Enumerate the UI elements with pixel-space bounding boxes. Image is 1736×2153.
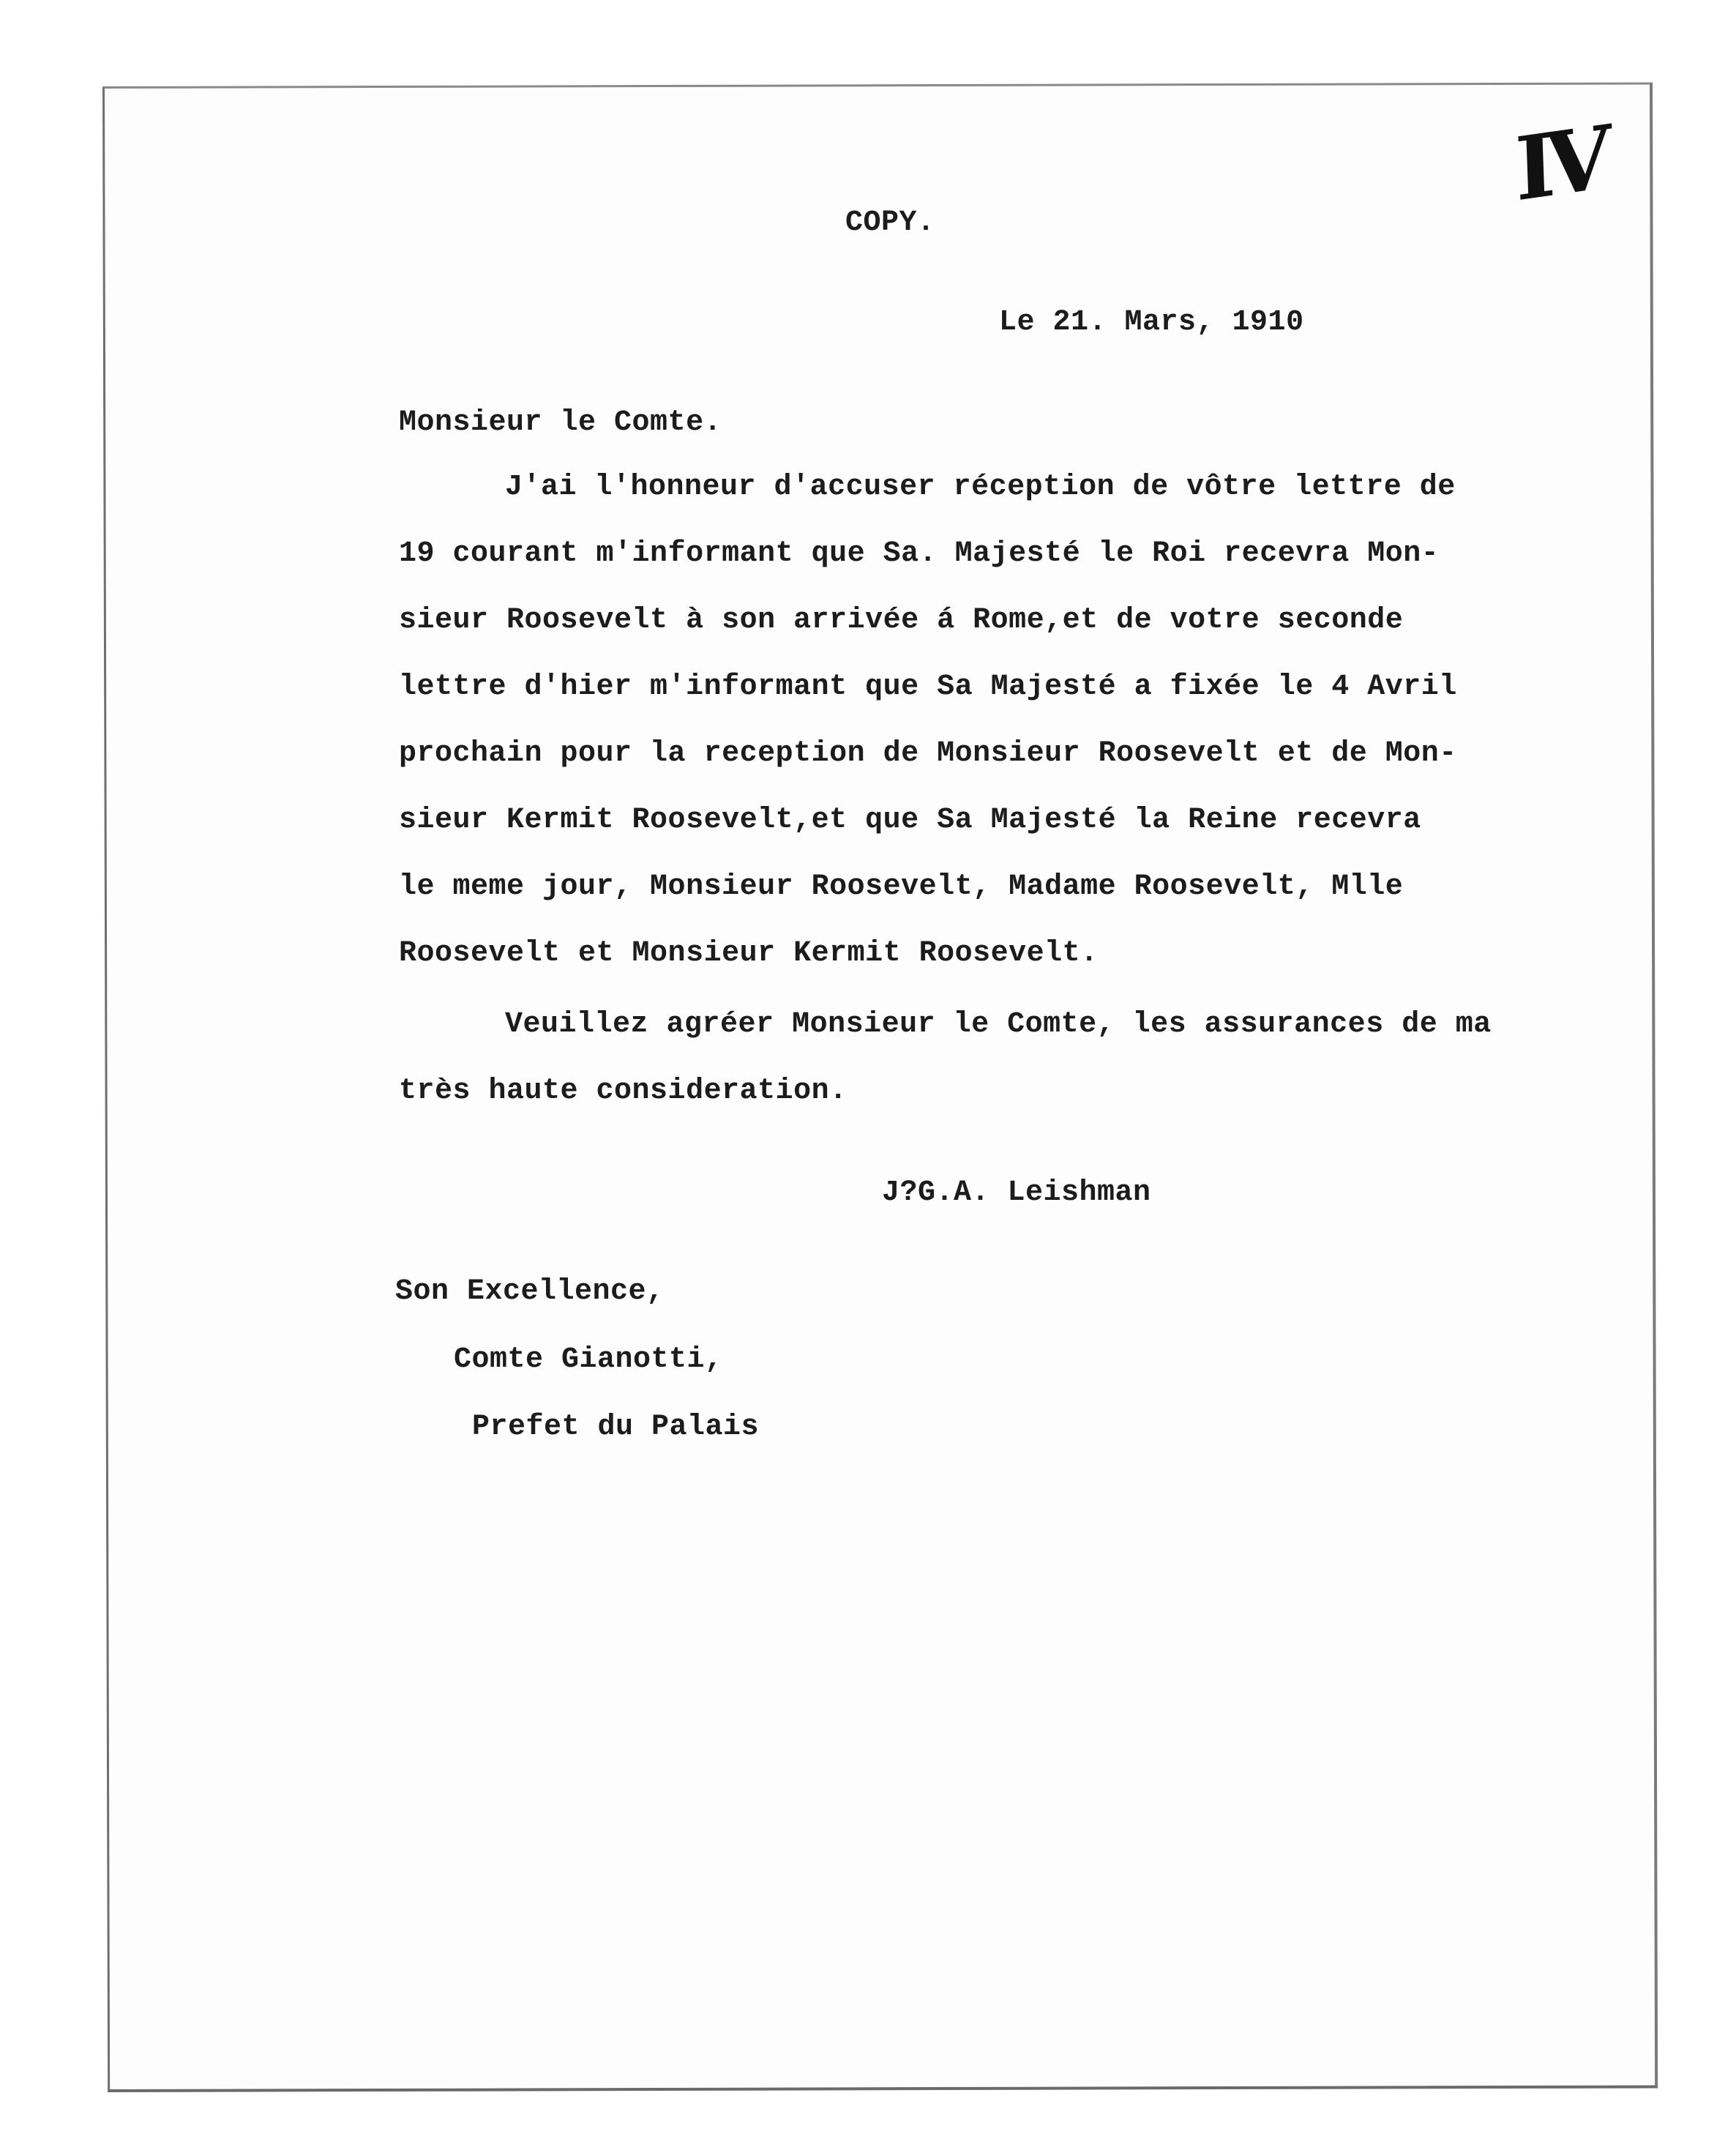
addressee-line-1: Son Excellence, bbox=[395, 1275, 665, 1308]
salutation: Monsieur le Comte. bbox=[399, 406, 722, 439]
paragraph-line: sieur Roosevelt à son arrivée á Rome,et de votre seconde bbox=[399, 604, 1404, 637]
addressee-line-3: Prefet du Palais bbox=[472, 1411, 760, 1444]
paragraph-line: Veuillez agréer Monsieur le Comte, les assurances de ma bbox=[505, 1008, 1492, 1041]
addressee-line-2: Comte Gianotti, bbox=[454, 1343, 723, 1376]
paragraph-line: très haute consideration. bbox=[399, 1075, 848, 1108]
paragraph-line: lettre d'hier m'informant que Sa Majesté a fixée le 4 Avril bbox=[399, 671, 1457, 704]
paragraph-2 bbox=[399, 1010, 1570, 1143]
letter-date: Le 21. Mars, 1910 bbox=[999, 306, 1304, 339]
paragraph-line: 19 courant m'informant que Sa. Majesté le Roi recevra Mon- bbox=[399, 537, 1440, 570]
paragraph-line: sieur Kermit Roosevelt,et que Sa Majesté la Reine recevra bbox=[399, 804, 1421, 837]
paragraph-line: prochain pour la reception de Monsieur Roosevelt et de Mon- bbox=[399, 737, 1457, 770]
paragraph-1 bbox=[399, 473, 1570, 1006]
paragraph-line: J'ai l'honneur d'accuser réception de vôtre lettre de bbox=[505, 471, 1456, 504]
paragraph-line: le meme jour, Monsieur Roosevelt, Madame Roosevelt, Mlle bbox=[399, 870, 1404, 903]
heading-copy: COPY. bbox=[845, 206, 935, 239]
paragraph-line: Roosevelt et Monsieur Kermit Roosevelt. bbox=[399, 937, 1099, 970]
corner-mark: IV bbox=[1514, 106, 1604, 221]
signature: J?G.A. Leishman bbox=[882, 1176, 1151, 1209]
